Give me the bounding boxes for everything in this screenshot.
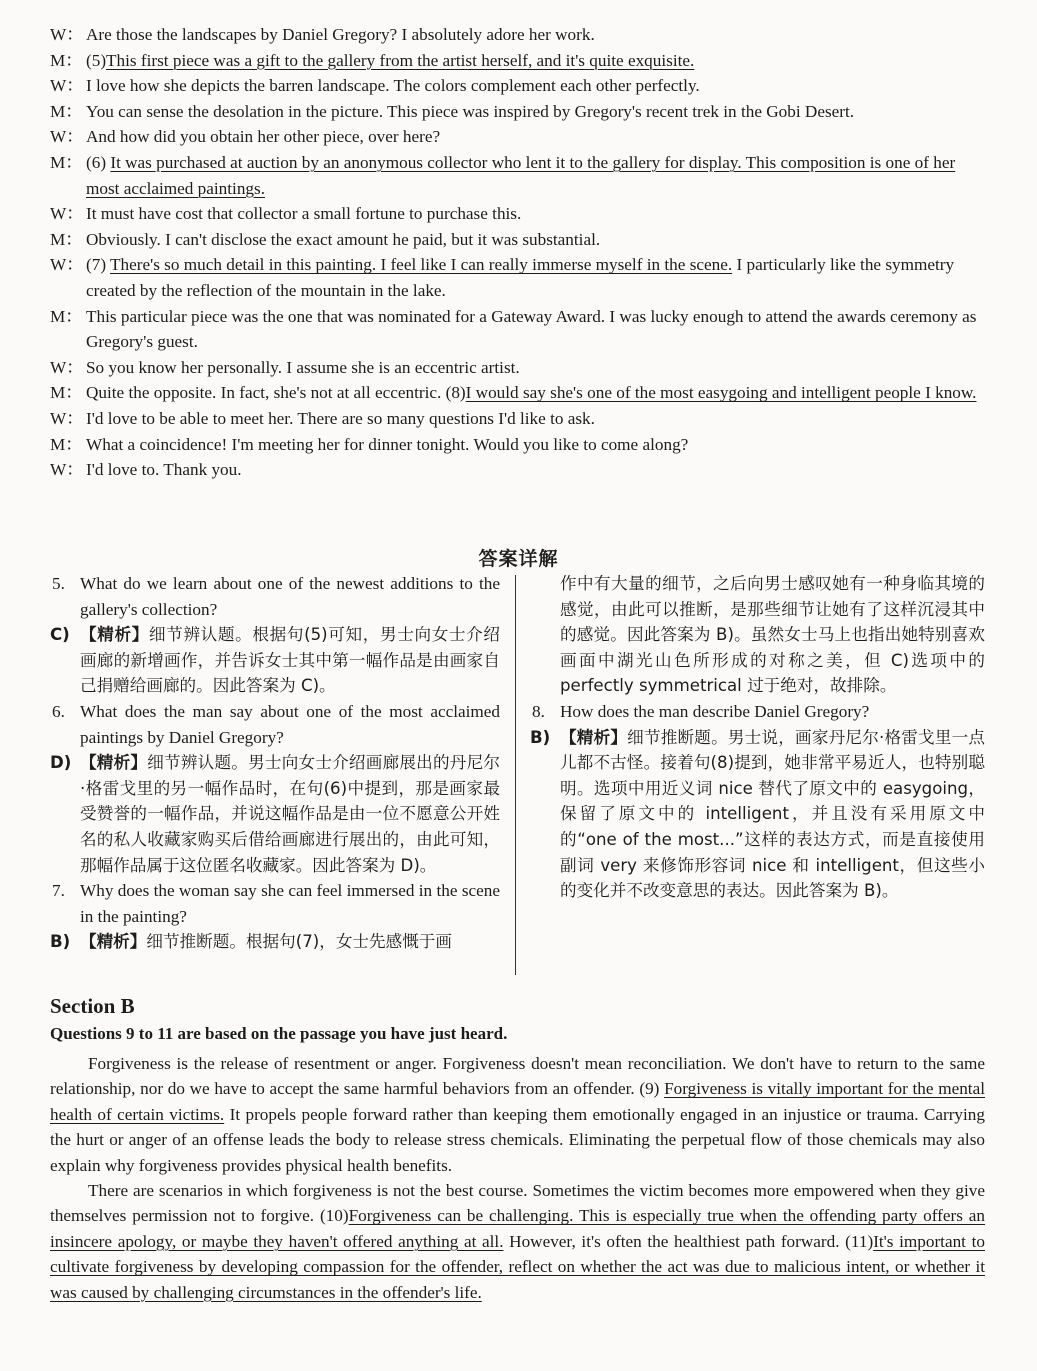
question-number: 8. bbox=[532, 701, 545, 721]
dialogue-line bbox=[50, 252, 985, 303]
dialogue-line bbox=[50, 406, 985, 432]
text-segment: It propels people forward rather than keeping them emotionally engaged in an injustice or trauma. Carrying the hurt or anger of an offense leads the body to release stress chemicals. Eliminating the perpetual flow of those chemicals may also explain why forgiveness provides physical health benefits. bbox=[50, 1104, 985, 1175]
explanation-text: 细节辨认题。男士向女士介绍画廊展出的丹尼尔·格雷戈里的另一幅作品时，在句(6)中提到，那是画家最受赞誉的一幅作品，并说这幅作品是由一位不愿意公开姓名的私人收藏家购买后借给画廊进行展出的，由此可知，那幅作品属于这位匿名收藏家。因此答案为 D)。 bbox=[80, 753, 500, 875]
speaker-label: M： bbox=[50, 383, 83, 403]
explanation-text: 细节推断题。根据句(7)，女士先感慨于画 bbox=[146, 932, 452, 952]
underlined-key-sentence: Forgiveness can be challenging. This is especially true when the offending party offers an insincere apology, or maybe they haven't offered anything at all. bbox=[50, 1206, 986, 1251]
explanation-item bbox=[50, 622, 500, 699]
explanation-text: 细节辨认题。根据句(5)可知，男士向女士介绍画廊的新增画作，并告诉女士其中第一幅作品是由画家自己捐赠给画廊的。因此答案为 C)。 bbox=[80, 625, 501, 696]
dialogue-line bbox=[50, 48, 985, 74]
explanation-item bbox=[50, 750, 500, 878]
analysis-tag: 【精析】 bbox=[80, 625, 149, 645]
answers-heading: 答案详解 bbox=[478, 548, 559, 570]
question-text: What does the man say about one of the most acclaimed paintings by Daniel Gregory? bbox=[80, 701, 500, 747]
dialogue-line bbox=[50, 227, 985, 253]
speaker-label: M： bbox=[50, 434, 83, 454]
left-column bbox=[50, 571, 500, 955]
speaker-label: W： bbox=[50, 460, 84, 480]
text-segment: Quite the opposite. In fact, she's not at all eccentric. (8) bbox=[86, 383, 466, 403]
question-item bbox=[50, 878, 500, 929]
text-segment: I'd love to. Thank you. bbox=[86, 460, 242, 480]
dialogue-line bbox=[50, 355, 985, 381]
answer-letter: C) bbox=[50, 625, 70, 645]
analysis-tag: 【精析】 bbox=[80, 932, 147, 952]
dialogue-line bbox=[50, 99, 985, 125]
text-segment: (6) bbox=[86, 152, 111, 172]
text-segment: So you know her personally. I assume she is an eccentric artist. bbox=[86, 357, 520, 377]
answer-letter: D) bbox=[50, 753, 72, 773]
text-segment: You can sense the desolation in the picture. This piece was inspired by Gregory's recent trek in the Gobi Desert. bbox=[86, 101, 855, 121]
underlined-key-sentence: Forgiveness is vitally important for the mental health of certain victims. bbox=[50, 1079, 985, 1124]
underlined-key-sentence: There's so much detail in this painting. I feel like I can really immerse myself in the scene. bbox=[110, 255, 733, 275]
text-segment: This particular piece was the one that was nominated for a Gateway Award. I was lucky enough to attend the awards ceremony as Gregory's guest. bbox=[86, 306, 977, 352]
speaker-label: W： bbox=[50, 127, 84, 147]
text-segment: Obviously. I can't disclose the exact amount he paid, but it was substantial. bbox=[86, 229, 601, 249]
analysis-tag: 【精析】 bbox=[80, 753, 148, 773]
text-segment: There are scenarios in which forgiveness is not the best course. Sometimes the victim becomes more empowered when they give themselves permission not to forgive. (10) bbox=[50, 1181, 985, 1226]
dialogue-transcript bbox=[50, 22, 985, 483]
question-item bbox=[50, 699, 500, 750]
underlined-key-sentence: I would say she's one of the most easygoing and intelligent people I know. bbox=[465, 383, 977, 403]
question-number: 7. bbox=[52, 881, 65, 901]
dialogue-line bbox=[50, 150, 985, 201]
explanation-continued: 作中有大量的细节，之后向男士感叹她有一种身临其境的感觉，由此可以推断，是那些细节让她有了这样沉浸其中的感觉。因此答案为 B)。虽然女士马上也指出她特别喜欢画面中湖光山色所形成的对称之美，但 C)选项中的 perfectly symmetrical 过于绝对，故排除。 bbox=[560, 574, 985, 696]
explanation-text: 细节推断题。男士说，画家丹尼尔·格雷戈里一点儿都不古怪。接着句(8)提到，她非常平易近人，也特别聪明。选项中用近义词 nice 替代了原文中的 easygoing，保留了原文中的 intelligent，并且没有采用原文中的“one of the most...”这样的表达方式，而是直接使用副词 very 来修饰形容词 nice 和 intelligent，但这些小的变化并不改变意思的表达。因此答案为 B)。 bbox=[560, 727, 985, 901]
speaker-label: W： bbox=[50, 408, 84, 428]
speaker-label: M： bbox=[50, 50, 83, 70]
speaker-label: M： bbox=[50, 152, 83, 172]
dialogue-line bbox=[50, 380, 985, 406]
speaker-label: M： bbox=[50, 101, 83, 121]
text-segment: Are those the landscapes by Daniel Gregory? I absolutely adore her work. bbox=[86, 25, 595, 44]
underlined-key-sentence: It was purchased at auction by an anonymous collector who lent it to the gallery for display. This composition is one of her most acclaimed paintings. bbox=[86, 152, 956, 198]
text-segment: I'd love to be able to meet her. There are so many questions I'd like to ask. bbox=[86, 408, 595, 428]
explanation-item bbox=[50, 929, 500, 955]
question-item bbox=[530, 699, 985, 725]
speaker-label: W： bbox=[50, 204, 84, 224]
speaker-label: W： bbox=[50, 357, 84, 377]
explanation-item bbox=[530, 725, 985, 904]
text-segment: What a coincidence! I'm meeting her for dinner tonight. Would you like to come along? bbox=[86, 434, 689, 454]
question-number: 6. bbox=[52, 701, 65, 721]
column-divider bbox=[515, 575, 516, 975]
question-number: 5. bbox=[52, 574, 65, 593]
text-segment: I love how she depicts the barren landscape. The colors complement each other perfectly. bbox=[86, 76, 700, 96]
passage-text bbox=[50, 1051, 985, 1305]
question-text: How does the man describe Daniel Gregory? bbox=[560, 701, 870, 721]
speaker-label: W： bbox=[50, 76, 84, 96]
dialogue-line bbox=[50, 73, 985, 99]
text-segment: However, it's often the healthiest path forward. (11) bbox=[503, 1231, 874, 1251]
text-segment: It must have cost that collector a small fortune to purchase this. bbox=[86, 204, 522, 224]
speaker-label: M： bbox=[50, 306, 83, 326]
dialogue-line bbox=[50, 201, 985, 227]
underlined-key-sentence: This first piece was a gift to the gallery from the artist herself, and it's quite exquisite. bbox=[106, 50, 695, 70]
question-item bbox=[50, 571, 500, 622]
question-text: What do we learn about one of the newest additions to the gallery's collection? bbox=[80, 574, 500, 619]
text-segment: Forgiveness is the release of resentment or anger. Forgiveness doesn't mean reconciliation. We don't have to return to the same relationship, nor do we have to accept the same harmful behaviors from an offender. (9) bbox=[50, 1054, 985, 1099]
dialogue-line bbox=[50, 22, 985, 48]
dialogue-line bbox=[50, 432, 985, 458]
text-segment: (7) bbox=[86, 255, 111, 275]
answer-letter: B) bbox=[530, 727, 551, 747]
dialogue-line bbox=[50, 124, 985, 150]
underlined-key-sentence: It's important to cultivate forgiveness by developing compassion for the offender, reflect on whether the act was due to malicious intent, or whether it was caused by challenging circumstances in the offender's life. bbox=[50, 1231, 985, 1302]
question-text: Why does the woman say she can feel immersed in the scene in the painting? bbox=[80, 881, 500, 926]
speaker-label: W： bbox=[50, 25, 84, 44]
section-b-instruction: Questions 9 to 11 are based on the passage you have just heard. bbox=[50, 1024, 508, 1043]
dialogue-line bbox=[50, 304, 985, 355]
answer-letter: B) bbox=[50, 932, 71, 952]
passage-paragraph bbox=[50, 1051, 985, 1178]
analysis-tag: 【精析】 bbox=[560, 727, 628, 747]
speaker-label: M： bbox=[50, 229, 83, 249]
passage-paragraph bbox=[50, 1178, 985, 1305]
text-segment: (5) bbox=[86, 50, 107, 70]
dialogue-line bbox=[50, 457, 985, 483]
speaker-label: W： bbox=[50, 255, 84, 275]
text-segment: I particularly like the symmetry created by the reflection of the mountain in the lake. bbox=[86, 255, 955, 300]
section-b-title: Section B bbox=[50, 994, 135, 1018]
text-segment: And how did you obtain her other piece, over here? bbox=[86, 127, 441, 147]
right-column bbox=[530, 571, 985, 904]
